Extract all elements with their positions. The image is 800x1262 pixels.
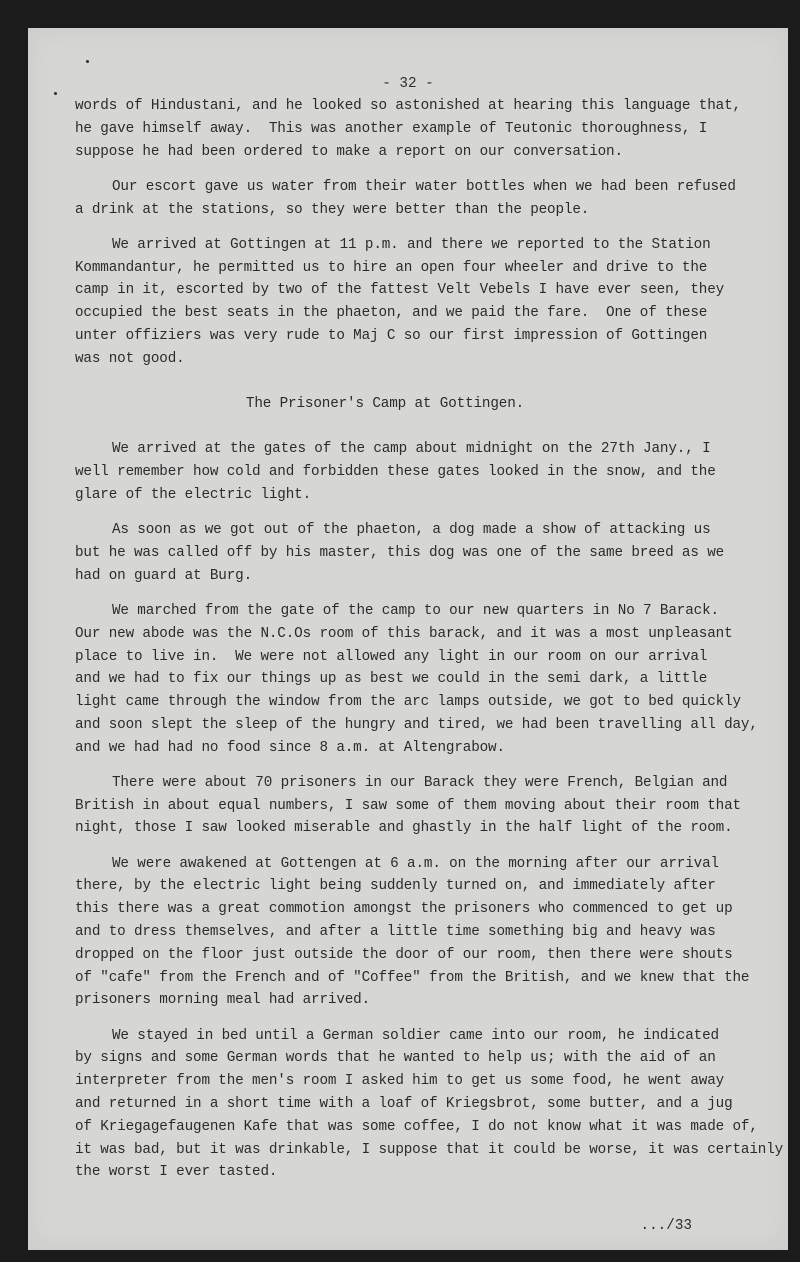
text-line: We arrived at Gottingen at 11 p.m. and there we reported to the Station — [112, 236, 711, 253]
text-line: Our new abode was the N.C.Os room of this barack, and it was a most unpleasant — [75, 625, 733, 642]
continuation-marker: .../33 — [640, 1218, 692, 1234]
text-line: Kommandantur, he permitted us to hire an open four wheeler and drive to the — [75, 259, 708, 276]
text-line: and soon slept the sleep of the hungry and tired, we had been travelling all day, — [75, 716, 758, 733]
paragraph — [75, 438, 765, 506]
text-line: and returned in a short time with a loaf of Kriegsbrot, some butter, and a jug — [75, 1096, 733, 1113]
text-line: We arrived at the gates of the camp about midnight on the 27th Jany., I — [112, 441, 711, 458]
text-line: and we had to fix our things up as best we could in the semi dark, a little — [75, 671, 708, 688]
text-line: words of Hindustani, and he looked so astonished at hearing this language that, — [75, 98, 741, 114]
text-line: of "cafe" from the French and of "Coffee" from the British, and we knew that the — [75, 969, 750, 986]
text-line: Our escort gave us water from their water bottles when we had been refused — [112, 178, 736, 195]
text-line: glare of the electric light. — [75, 486, 312, 503]
text-line: We stayed in bed until a German soldier came into our room, he indicated — [112, 1027, 719, 1044]
text-line: occupied the best seats in the phaeton, and we paid the fare. One of these — [75, 305, 708, 322]
text-line: it was bad, but it was drinkable, I suppose that it could be worse, it was certainly — [75, 1141, 784, 1158]
text-line: of Kriegagefaugenen Kafe that was some coffee, I do not know what it was made of, — [75, 1118, 758, 1135]
paragraph — [75, 600, 765, 760]
text-line: We marched from the gate of the camp to our new quarters in No 7 Barack. — [112, 602, 719, 619]
text-line: prisoners morning meal had arrived. — [75, 992, 371, 1009]
text-line: by signs and some German words that he wanted to help us; with the aid of an — [75, 1050, 716, 1067]
text-line: but he was called off by his master, this dog was one of the same breed as we — [75, 544, 725, 561]
paragraph — [75, 772, 765, 840]
typed-body-text — [75, 95, 784, 1197]
text-line: There were about 70 prisoners in our Barack they were French, Belgian and — [112, 774, 728, 791]
text-line: a drink at the stations, so they were better than the people. — [75, 201, 590, 218]
text-line: dropped on the floor just outside the door of our room, then there were shouts — [75, 946, 733, 963]
text-line: night, those I saw looked miserable and ghastly in the half light of the room. — [75, 820, 733, 837]
text-line: there, by the electric light being suddenly turned on, and immediately after — [75, 878, 716, 895]
paragraph — [75, 853, 765, 1013]
text-line: unter offiziers was very rude to Maj C so our first impression of Gottingen — [75, 327, 708, 344]
ink-speck — [54, 92, 57, 95]
text-line: camp in it, escorted by two of the fattest Velt Vebels I have ever seen, they — [75, 282, 725, 299]
text-line: well remember how cold and forbidden these gates looked in the snow, and the — [75, 464, 716, 481]
paragraph — [75, 519, 765, 587]
text-line: he gave himself away. This was another example of Teutonic thoroughness, I — [75, 120, 708, 137]
text-line: the worst I ever tasted. — [75, 1164, 278, 1181]
paragraph — [75, 1025, 784, 1185]
page-number: - 32 - — [382, 76, 434, 92]
paragraph — [75, 95, 765, 163]
text-line: interpreter from the men's room I asked him to get us some food, he went away — [75, 1073, 725, 1090]
text-line: had on guard at Burg. — [75, 567, 253, 584]
paragraph — [75, 234, 765, 371]
text-line: and to dress themselves, and after a little time something big and heavy was — [75, 924, 716, 941]
text-line: British in about equal numbers, I saw some of them moving about their room that — [75, 797, 741, 814]
text-line: As soon as we got out of the phaeton, a dog made a show of attacking us — [112, 522, 711, 539]
section-heading: The Prisoner's Camp at Gottingen. — [245, 395, 525, 412]
text-line: was not good. — [75, 350, 185, 367]
text-line: suppose he had been ordered to make a report on our conversation. — [75, 143, 623, 160]
ink-speck — [86, 60, 89, 63]
text-line: and we had had no food since 8 a.m. at Altengrabow. — [75, 739, 505, 756]
text-line: this there was a great commotion amongst the prisoners who commenced to get up — [75, 901, 733, 918]
text-line: place to live in. We were not allowed any light in our room on our arrival — [75, 648, 708, 665]
paragraph — [75, 176, 765, 222]
text-line: light came through the window from the arc lamps outside, we got to bed quickly — [75, 694, 741, 711]
text-line: We were awakened at Gottengen at 6 a.m. on the morning after our arrival — [112, 855, 719, 872]
